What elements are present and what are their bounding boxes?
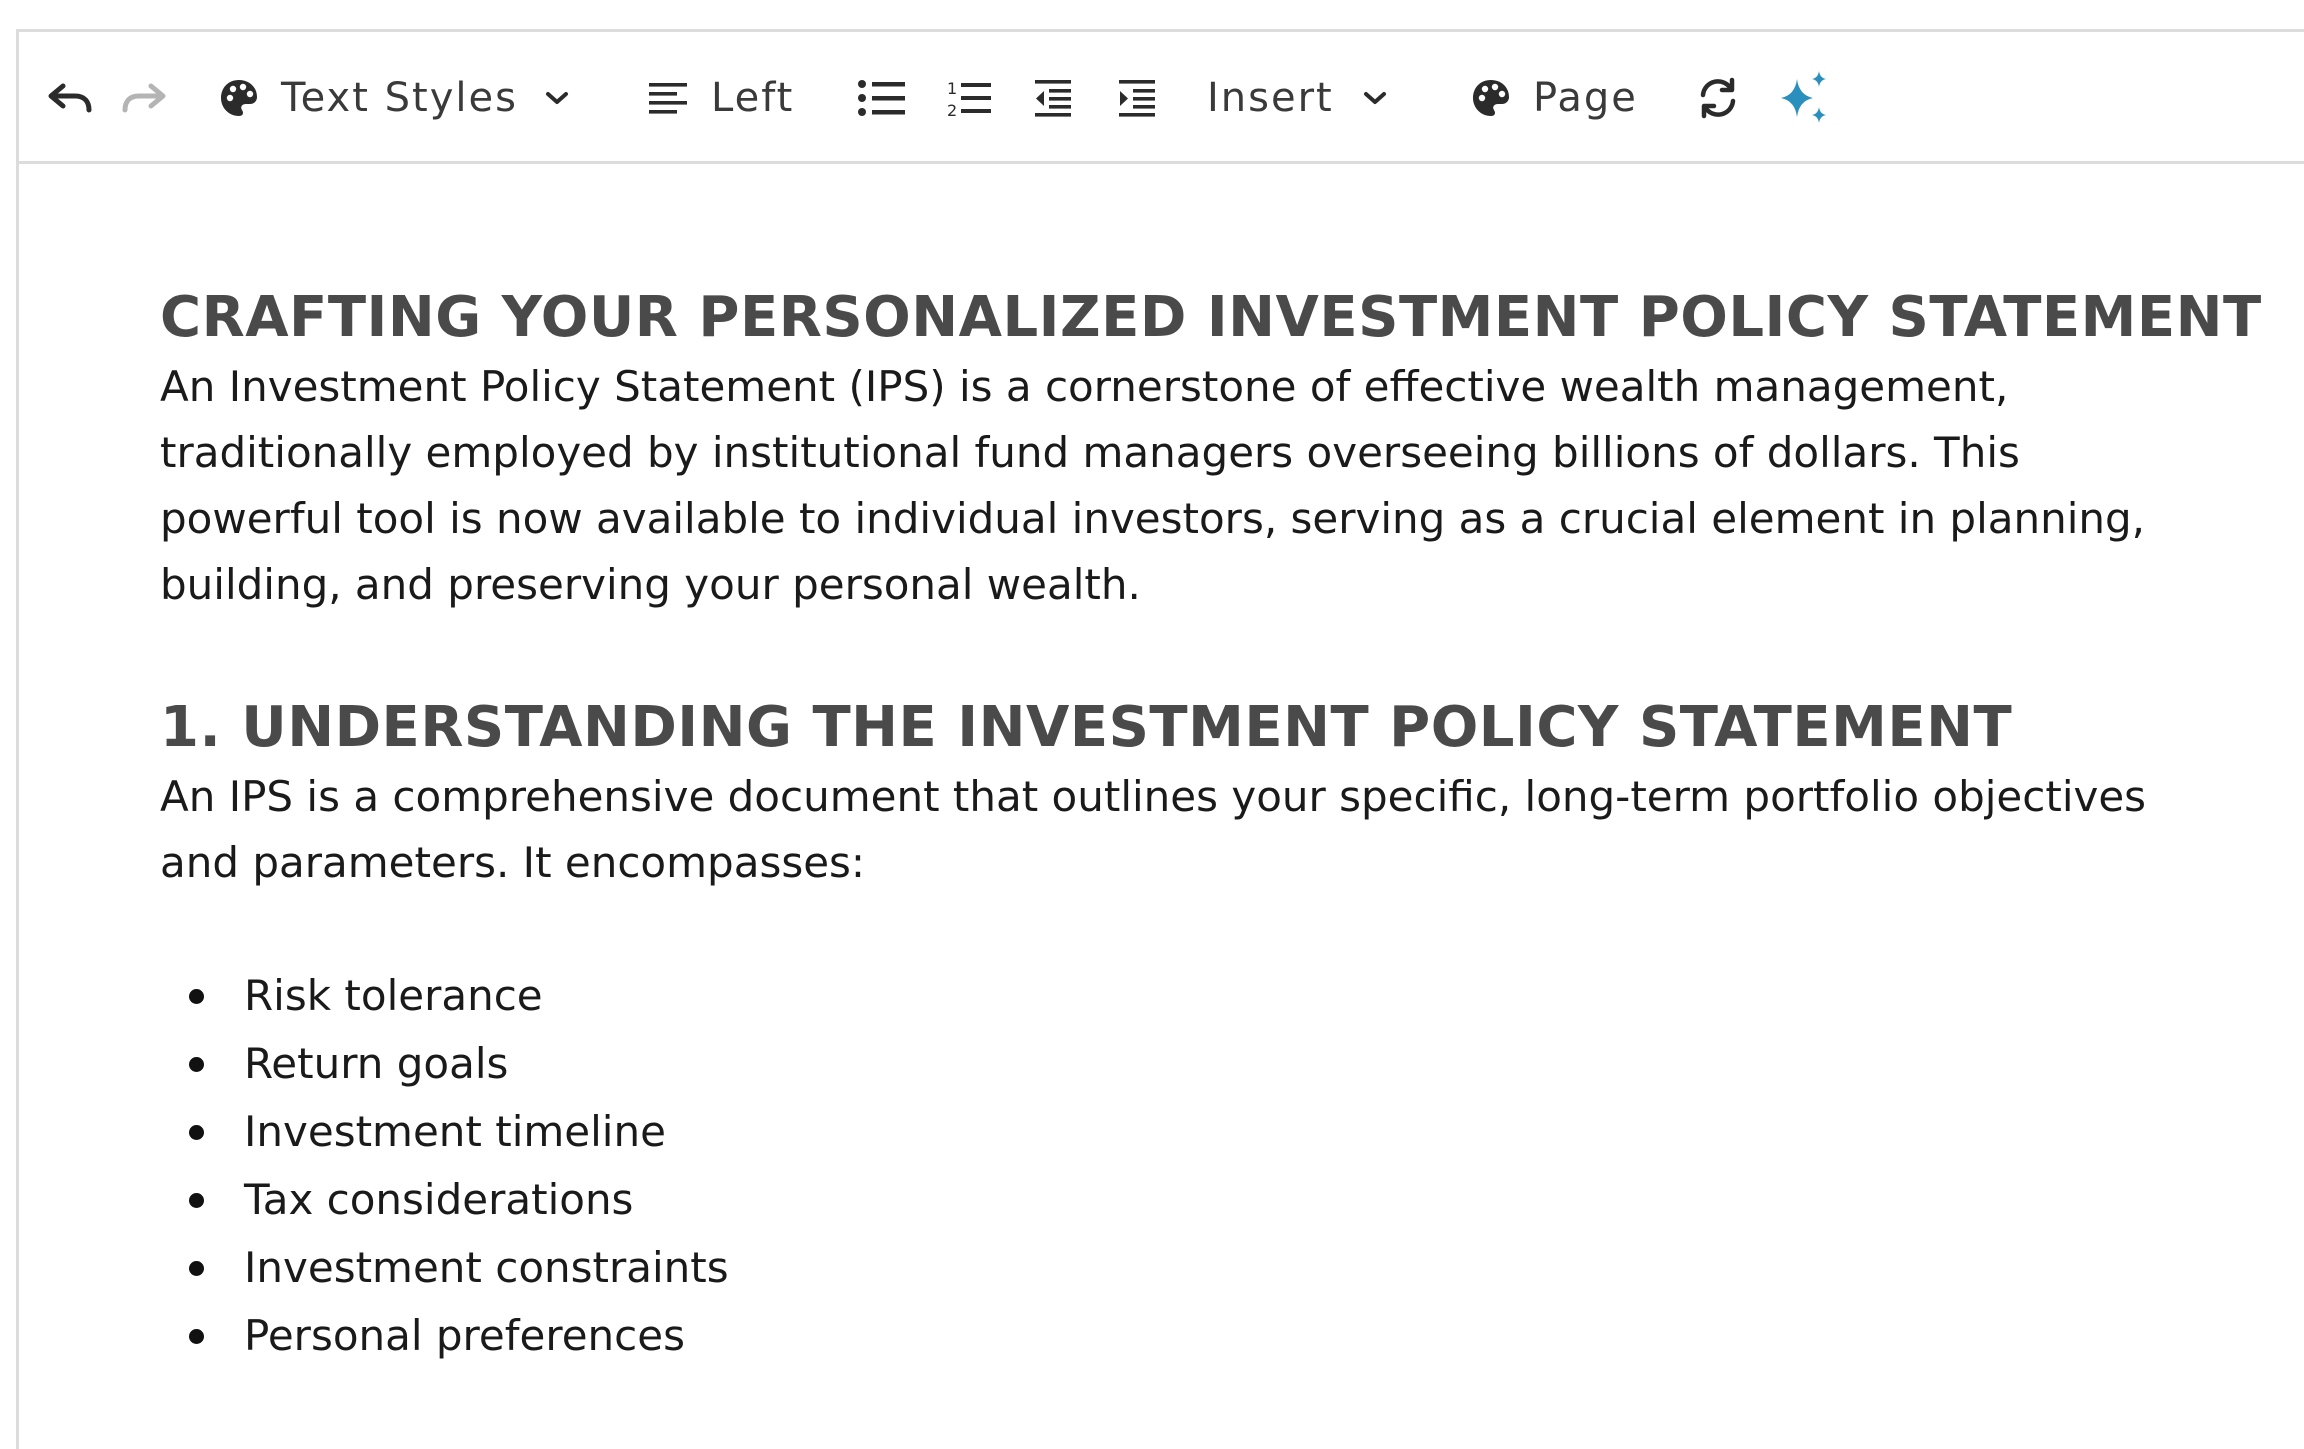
list-item-text: Risk tolerance xyxy=(244,971,543,1020)
list-item-text: Personal preferences xyxy=(244,1311,685,1360)
svg-text:2: 2 xyxy=(947,101,958,119)
document-title: CRAFTING YOUR PERSONALIZED INVESTMENT POLICY STATEMENT xyxy=(160,285,2262,350)
bullet-dot xyxy=(189,1261,204,1276)
bullet-dot xyxy=(189,1057,204,1072)
section-paragraph: An IPS is a comprehensive document that outlines your specific, long-term portfolio objectives and parameters. It encompasses: xyxy=(160,772,2147,887)
list-item xyxy=(244,1234,2210,1302)
redo-button[interactable] xyxy=(119,32,169,164)
align-left-icon xyxy=(647,80,689,116)
undo-icon xyxy=(45,78,95,118)
bullet-list xyxy=(160,962,2210,1370)
toolbar xyxy=(19,32,2304,164)
bullet-dot xyxy=(189,1193,204,1208)
numbered-list-icon xyxy=(947,77,993,119)
insert-dropdown[interactable] xyxy=(1207,32,1388,164)
svg-text:1: 1 xyxy=(947,79,958,98)
align-label: Left xyxy=(711,75,795,121)
bullet-dot xyxy=(189,989,204,1004)
align-left-button[interactable] xyxy=(647,32,794,164)
palette-icon xyxy=(219,78,259,118)
undo-button[interactable] xyxy=(45,32,95,164)
list-item xyxy=(244,1030,2210,1098)
list-item xyxy=(244,962,2210,1030)
list-item-text: Investment timeline xyxy=(244,1107,666,1156)
intro-paragraph: An Investment Policy Statement (IPS) is a cornerstone of effective wealth management, traditionally employed by institutional fund managers overseeing billions of dollars. This powerful tool is now available to individual investors, serving as a crucial element in planning, building, and preserving your personal wealth. xyxy=(160,362,2146,609)
bullet-dot xyxy=(189,1125,204,1140)
list-item-text: Tax considerations xyxy=(244,1175,634,1224)
bullet-dot xyxy=(189,1329,204,1344)
outdent-icon xyxy=(1033,78,1073,118)
chevron-down-icon xyxy=(1362,89,1388,107)
page-settings-button[interactable] xyxy=(1471,32,1638,164)
palette-icon xyxy=(1471,78,1511,118)
list-item-text: Return goals xyxy=(244,1039,509,1088)
list-item xyxy=(244,1166,2210,1234)
refresh-button[interactable] xyxy=(1695,32,1741,164)
chevron-down-icon xyxy=(544,89,570,107)
page-label: Page xyxy=(1533,75,1638,121)
list-item-text: Investment constraints xyxy=(244,1243,729,1292)
list-item xyxy=(244,1302,2210,1370)
section-heading: 1. UNDERSTANDING THE INVESTMENT POLICY STATEMENT xyxy=(160,695,2013,760)
sparkles-icon xyxy=(1775,69,1833,127)
insert-label: Insert xyxy=(1207,75,1334,121)
refresh-icon xyxy=(1695,75,1741,121)
text-styles-label: Text Styles xyxy=(281,75,518,121)
bulleted-list-icon xyxy=(857,78,907,118)
list-item xyxy=(244,1098,2210,1166)
editor-frame xyxy=(16,29,2304,1449)
indent-button[interactable] xyxy=(1117,32,1157,164)
numbered-list-button[interactable] xyxy=(947,32,993,164)
redo-icon xyxy=(119,78,169,118)
indent-icon xyxy=(1117,78,1157,118)
document-content[interactable] xyxy=(160,282,2262,1370)
outdent-button[interactable] xyxy=(1033,32,1073,164)
ai-assist-button[interactable] xyxy=(1775,32,1833,164)
bulleted-list-button[interactable] xyxy=(857,32,907,164)
text-styles-dropdown[interactable] xyxy=(219,32,570,164)
